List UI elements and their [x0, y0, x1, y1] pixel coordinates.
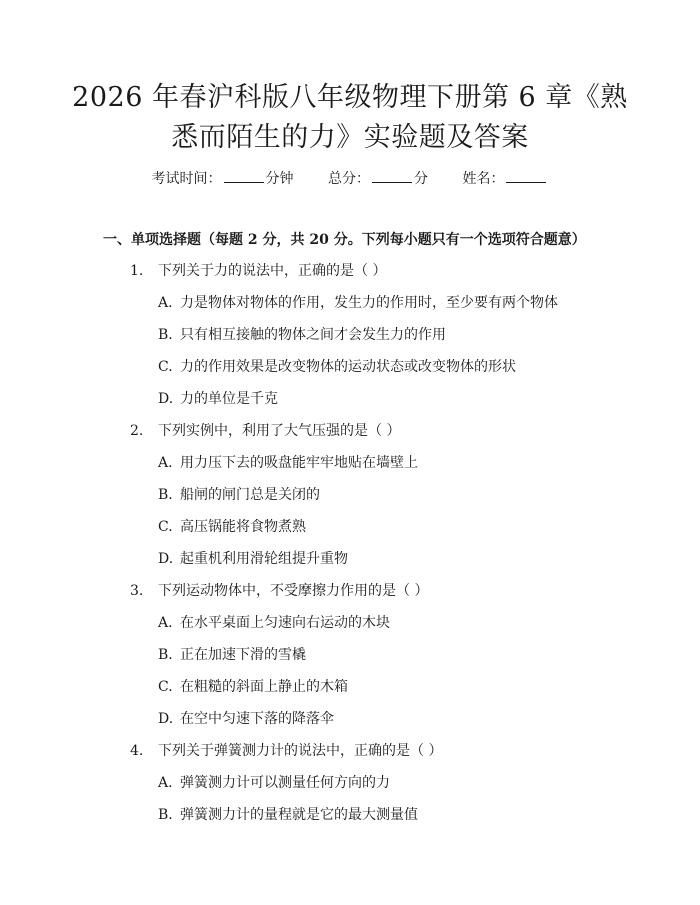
question-2-option-c — [158, 516, 306, 536]
question-1-option-c — [158, 356, 516, 376]
question-4 — [130, 740, 442, 760]
option-letter: C. — [158, 679, 173, 695]
question-3-option-c — [158, 676, 348, 696]
option-text: 在空中匀速下落的降落伞 — [180, 711, 334, 727]
option-text: 用力压下去的吸盘能牢牢地贴在墙壁上 — [180, 455, 418, 471]
question-3-option-d — [158, 708, 334, 728]
exam-time — [152, 171, 298, 187]
option-letter: C. — [158, 519, 173, 535]
question-2 — [130, 420, 400, 440]
option-text: 在水平桌面上匀速向右运动的木块 — [180, 615, 390, 631]
option-letter: D. — [158, 391, 174, 407]
score-label: 总分： — [328, 171, 370, 187]
name-label: 姓名： — [462, 171, 505, 187]
question-1-option-d — [158, 388, 278, 408]
option-letter: D. — [158, 551, 174, 567]
name-blank — [506, 170, 546, 183]
option-text: 只有相互接触的物体之间才会发生力的作用 — [180, 327, 446, 343]
option-letter: B. — [158, 647, 173, 663]
time-blank — [224, 170, 264, 183]
question-2-option-a — [158, 452, 418, 472]
exam-name — [462, 171, 548, 187]
option-letter: A. — [158, 615, 173, 631]
question-4-option-a — [158, 772, 390, 792]
option-text: 高压锅能将食物煮熟 — [180, 519, 306, 535]
option-text: 弹簧测力计可以测量任何方向的力 — [180, 775, 390, 791]
question-number: 1. — [130, 263, 144, 279]
option-letter: A. — [158, 775, 173, 791]
question-text: 下列运动物体中，不受摩擦力作用的是（ ） — [158, 583, 429, 599]
option-text: 力的作用效果是改变物体的运动状态或改变物体的形状 — [180, 359, 516, 375]
title-line-2: 悉而陌生的力》实验题及答案 — [171, 122, 529, 153]
question-text: 下列关于弹簧测力计的说法中，正确的是（ ） — [158, 743, 443, 759]
option-text: 正在加速下滑的雪橇 — [180, 647, 306, 663]
option-text: 船闸的闸门总是关闭的 — [180, 487, 320, 503]
option-text: 力的单位是千克 — [180, 391, 278, 407]
question-1-option-b — [158, 324, 446, 344]
question-number: 3. — [130, 583, 144, 599]
option-letter: D. — [158, 711, 174, 727]
title-line-1: 2026 年春沪科版八年级物理下册第 6 章《熟 — [72, 82, 628, 113]
section-1-title: 一、单项选择题（每题 2 分，共 20 分。下列每小题只有一个选项符合题意） — [103, 232, 586, 248]
question-text: 下列实例中，利用了大气压强的是（ ） — [158, 423, 401, 439]
question-3-option-a — [158, 612, 390, 632]
score-unit: 分 — [414, 171, 428, 187]
question-2-option-d — [158, 548, 348, 568]
question-4-option-b — [158, 804, 418, 824]
exam-meta — [0, 168, 700, 188]
option-text: 弹簧测力计的量程就是它的最大测量值 — [180, 807, 418, 823]
option-letter: B. — [158, 807, 173, 823]
question-1 — [130, 260, 386, 280]
question-2-option-b — [158, 484, 320, 504]
option-text: 在粗糙的斜面上静止的木箱 — [180, 679, 348, 695]
option-text: 起重机利用滑轮组提升重物 — [180, 551, 348, 567]
score-blank — [372, 170, 412, 183]
option-letter: A. — [158, 455, 173, 471]
option-letter: A. — [158, 295, 173, 311]
question-number: 4. — [130, 743, 144, 759]
time-unit: 分钟 — [265, 171, 294, 187]
exam-score — [328, 171, 432, 187]
option-text: 力是物体对物体的作用，发生力的作用时，至少要有两个物体 — [180, 295, 558, 311]
option-letter: B. — [158, 327, 173, 343]
question-1-option-a — [158, 292, 558, 312]
question-3 — [130, 580, 428, 600]
document-title — [70, 78, 630, 158]
option-letter: C. — [158, 359, 173, 375]
question-3-option-b — [158, 644, 306, 664]
time-label: 考试时间： — [151, 171, 222, 187]
option-letter: B. — [158, 487, 173, 503]
question-number: 2. — [130, 423, 144, 439]
question-text: 下列关于力的说法中，正确的是（ ） — [158, 263, 387, 279]
